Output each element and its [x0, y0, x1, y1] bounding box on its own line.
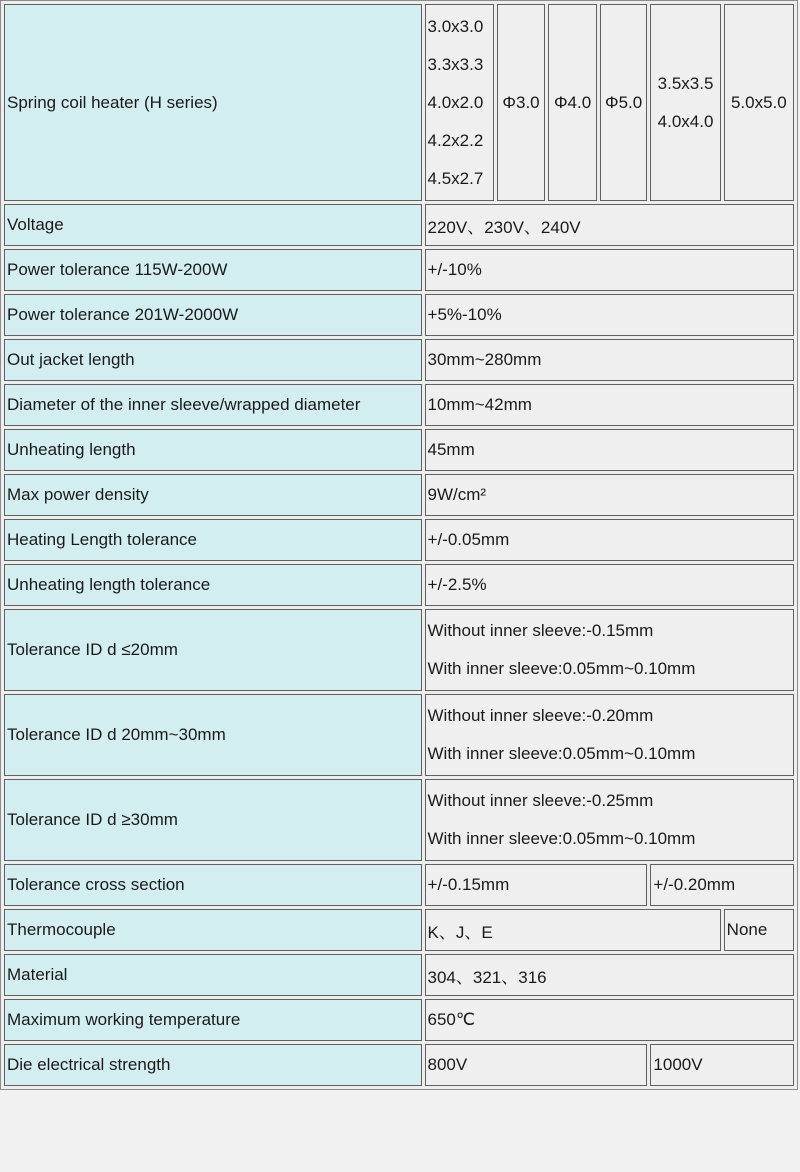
- row-value: 9W/cm²: [425, 474, 794, 516]
- row-value: +/-0.05mm: [425, 519, 794, 561]
- size-cell-4: Φ5.0: [600, 4, 648, 201]
- table-row: [4, 609, 794, 691]
- table-row: [4, 519, 794, 561]
- row-label: Unheating length: [4, 429, 422, 471]
- table-row: [4, 694, 794, 776]
- row-label: Power tolerance 115W-200W: [4, 249, 422, 291]
- size-value: 3.5x3.5: [657, 73, 714, 93]
- row-value-line: Without inner sleeve:-0.20mm: [427, 706, 654, 725]
- table-row: [4, 249, 794, 291]
- row-value: 1000V: [650, 1044, 794, 1086]
- row-value: 10mm~42mm: [425, 384, 794, 426]
- size-value: 3.0x3.0: [427, 16, 484, 36]
- table-row: [4, 204, 794, 246]
- table-row: [4, 474, 794, 516]
- row-value: 800V: [425, 1044, 648, 1086]
- row-value: None: [724, 909, 794, 951]
- table-row: [4, 779, 794, 861]
- row-value: 220V、230V、240V: [425, 204, 794, 246]
- table-row: [4, 954, 794, 996]
- row-value-line: With inner sleeve:0.05mm~0.10mm: [427, 829, 696, 848]
- row-value: +5%-10%: [425, 294, 794, 336]
- row-value: K、J、E: [425, 909, 721, 951]
- size-cell-6: 5.0x5.0: [724, 4, 794, 201]
- size-value: 4.0x4.0: [657, 111, 714, 131]
- row-value: 30mm~280mm: [425, 339, 794, 381]
- table-row: [4, 294, 794, 336]
- row-value-line: Without inner sleeve:-0.25mm: [427, 791, 654, 810]
- row-value: 304、321、316: [425, 954, 794, 996]
- row-label: Power tolerance 201W-2000W: [4, 294, 422, 336]
- table-row: [4, 1044, 794, 1086]
- row-value: +/-2.5%: [425, 564, 794, 606]
- row-label: Maximum working temperature: [4, 999, 422, 1041]
- row-label: Heating Length tolerance: [4, 519, 422, 561]
- row-label: Voltage: [4, 204, 422, 246]
- row-value-line: With inner sleeve:0.05mm~0.10mm: [427, 659, 696, 678]
- row-label: Max power density: [4, 474, 422, 516]
- size-cell-5: [650, 4, 720, 201]
- table-row: [4, 564, 794, 606]
- row-label: Tolerance ID d ≥30mm: [4, 779, 422, 861]
- row-label: Tolerance cross section: [4, 864, 422, 906]
- row-label: Die electrical strength: [4, 1044, 422, 1086]
- size-cell-1: [425, 4, 494, 201]
- size-cell-2: Φ3.0: [497, 4, 546, 201]
- row-value: 650℃: [425, 999, 794, 1041]
- row-label: Tolerance ID d 20mm~30mm: [4, 694, 422, 776]
- row-value: +/-0.20mm: [650, 864, 794, 906]
- table-row: [4, 909, 794, 951]
- table-row: [4, 429, 794, 471]
- row-label: Material: [4, 954, 422, 996]
- table-row: [4, 864, 794, 906]
- row-value: +/-0.15mm: [425, 864, 648, 906]
- row-label: Tolerance ID d ≤20mm: [4, 609, 422, 691]
- row-value: [425, 609, 794, 691]
- size-value: 4.2x2.2: [427, 130, 484, 150]
- size-value: 3.3x3.3: [427, 54, 484, 74]
- row-value-line: With inner sleeve:0.05mm~0.10mm: [427, 744, 696, 763]
- row-value-line: Without inner sleeve:-0.15mm: [427, 621, 654, 640]
- row-label: Unheating length tolerance: [4, 564, 422, 606]
- size-value: 4.0x2.0: [427, 92, 484, 112]
- size-cell-3: Φ4.0: [548, 4, 597, 201]
- row-label: Diameter of the inner sleeve/wrapped diameter: [4, 384, 422, 426]
- row-value: +/-10%: [425, 249, 794, 291]
- table-row: [4, 339, 794, 381]
- size-value: 4.5x2.7: [427, 168, 484, 188]
- row-label: Thermocouple: [4, 909, 422, 951]
- row-label: Out jacket length: [4, 339, 422, 381]
- table-row: [4, 384, 794, 426]
- table-row: [4, 999, 794, 1041]
- row-value: [425, 694, 794, 776]
- header-row: [4, 4, 794, 201]
- row-value: [425, 779, 794, 861]
- header-label: Spring coil heater (H series): [4, 4, 422, 201]
- row-value: 45mm: [425, 429, 794, 471]
